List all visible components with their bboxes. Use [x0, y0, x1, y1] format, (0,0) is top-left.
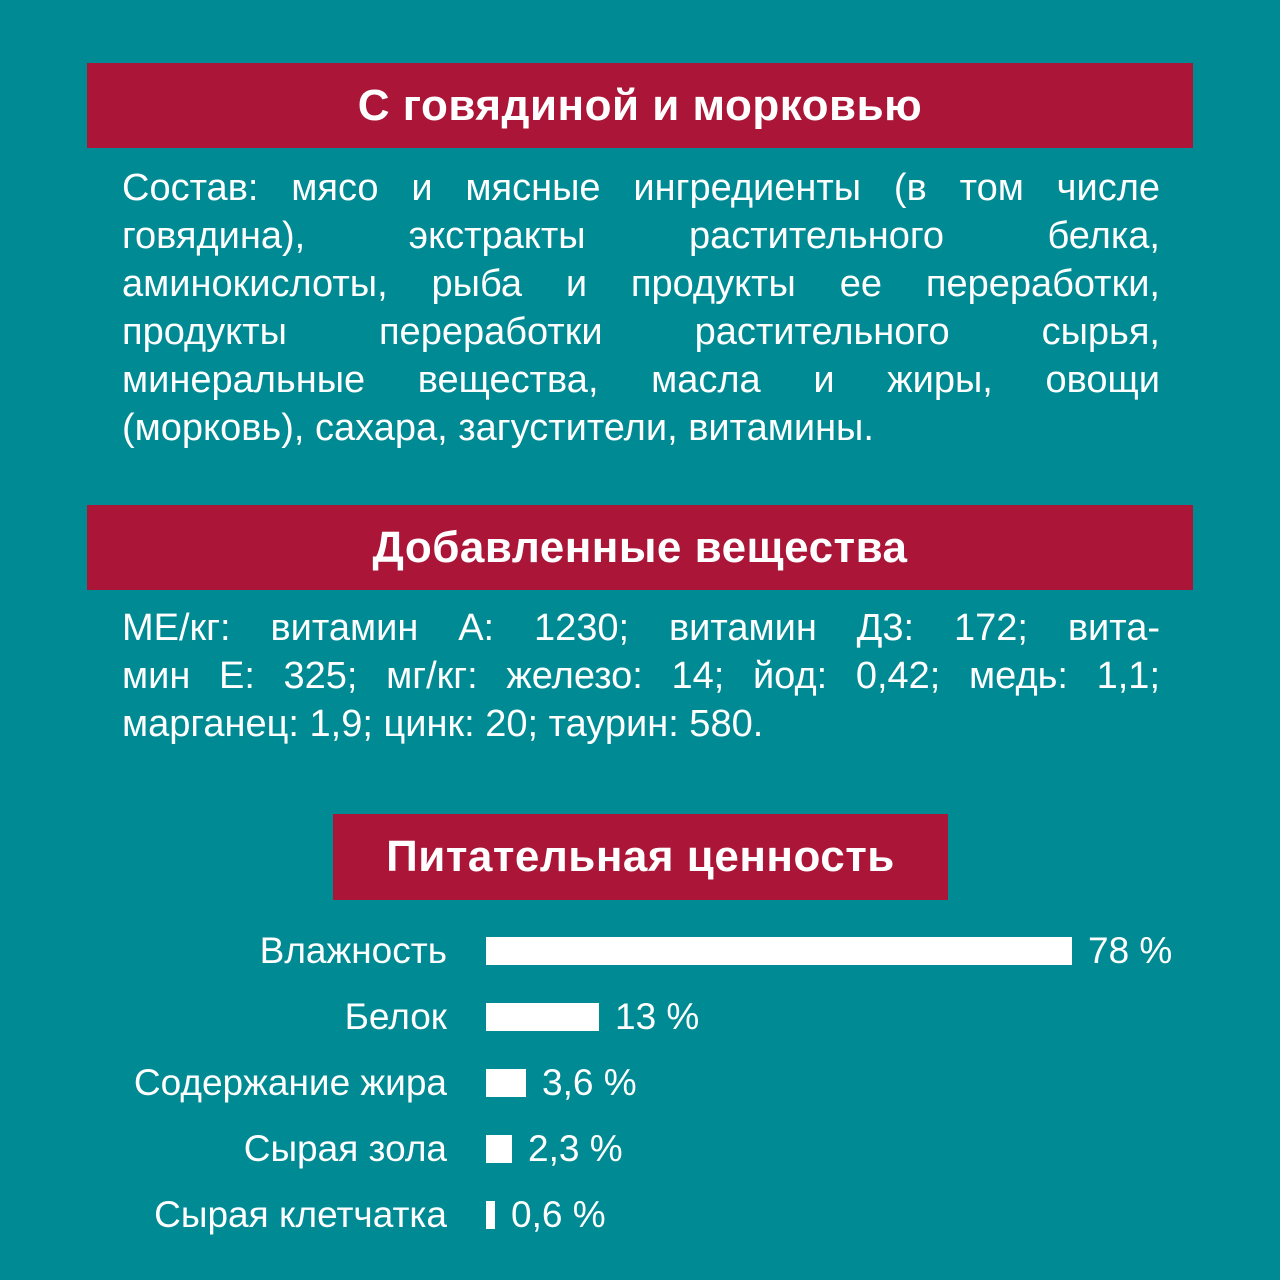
- nutrition-chart: [0, 918, 1280, 1248]
- composition-line: минеральные вещества, масла и жиры, овощи: [122, 359, 1160, 401]
- chart-bar: [486, 1069, 526, 1097]
- additives-text: [122, 604, 1160, 748]
- composition-line: (морковь), сахара, загустители, витамины.: [122, 407, 874, 449]
- product-title: С говядиной и морковью: [357, 80, 923, 130]
- additives-title: Добавленные вещества: [372, 522, 908, 572]
- composition-line: продукты переработки растительного сырья,: [122, 311, 1160, 353]
- nutrition-header-bar: [333, 814, 948, 900]
- composition-line: аминокислоты, рыба и продукты ее переработки,: [122, 263, 1160, 305]
- chart-category-label: Влажность: [259, 930, 447, 971]
- additives-header-bar: [87, 505, 1193, 590]
- chart-row: [0, 1182, 1280, 1248]
- chart-value-label: 3,6 %: [542, 1062, 637, 1103]
- product-header-bar: [87, 63, 1193, 148]
- additives-line: марганец: 1,9; цинк: 20; таурин: 580.: [122, 703, 764, 745]
- chart-value-label: 2,3 %: [528, 1128, 623, 1169]
- chart-row: [0, 918, 1280, 984]
- chart-bar: [486, 1135, 512, 1163]
- composition-text: [122, 164, 1160, 452]
- chart-category-label: Белок: [344, 996, 447, 1037]
- chart-row: [0, 1116, 1280, 1182]
- chart-category-label: Сырая зола: [243, 1128, 447, 1169]
- chart-bar: [486, 1003, 599, 1031]
- chart-row: [0, 984, 1280, 1050]
- chart-bar: [486, 937, 1072, 965]
- chart-value-label: 78 %: [1088, 930, 1173, 971]
- nutrition-title: Питательная ценность: [386, 832, 895, 881]
- chart-value-label: 0,6 %: [511, 1194, 606, 1235]
- chart-category-label: Содержание жира: [133, 1062, 447, 1103]
- chart-value-label: 13 %: [615, 996, 700, 1037]
- chart-category-label: Сырая клетчатка: [154, 1194, 447, 1235]
- chart-row: [0, 1050, 1280, 1116]
- composition-line: Состав: мясо и мясные ингредиенты (в том числе: [122, 167, 1160, 209]
- additives-line: МЕ/кг: витамин А: 1230; витамин Д3: 172; вита-: [122, 607, 1160, 649]
- chart-bar: [486, 1201, 495, 1229]
- composition-line: говядина), экстракты растительного белка,: [122, 215, 1160, 257]
- additives-line: мин Е: 325; мг/кг: железо: 14; йод: 0,42; медь: 1,1;: [122, 655, 1160, 697]
